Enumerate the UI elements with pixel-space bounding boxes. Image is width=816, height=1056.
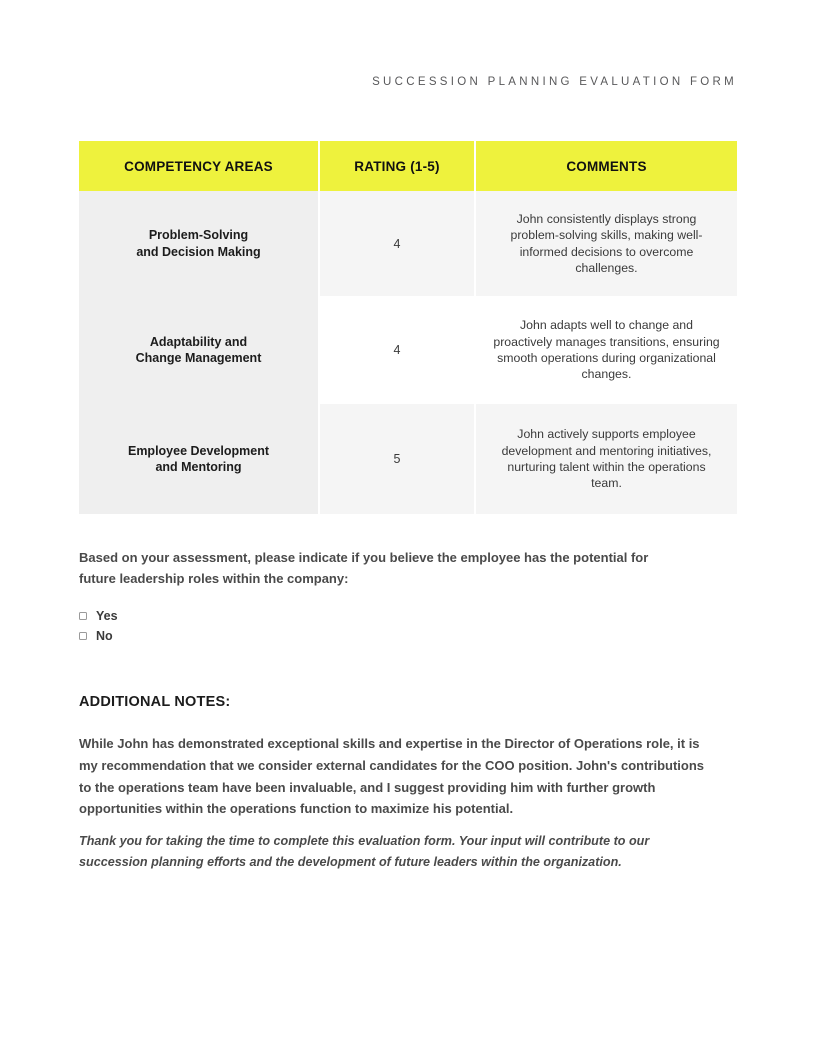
table-row: [79, 404, 737, 514]
cell-competency-area: Employee Development and Mentoring: [79, 404, 318, 514]
cell-rating: 5: [320, 404, 474, 514]
option-yes-label: Yes: [96, 609, 118, 623]
additional-notes-body: While John has demonstrated exceptional skills and expertise in the Director of Operations role, it is my recommendation that we consider external candidates for the COO position. John's contributions to the operations team have been invaluable, and I suggest providing him with further growth opportunities within the operations function to maximize his potential.: [79, 736, 705, 817]
table-row: [79, 296, 737, 404]
table-row: [79, 191, 737, 296]
additional-notes-heading: ADDITIONAL NOTES:: [79, 694, 231, 710]
table-header-row: [79, 141, 737, 191]
option-no[interactable]: [79, 626, 118, 646]
table-body: [79, 191, 737, 514]
cell-comment: John actively supports employee development and mentoring initiatives, nurturing talent within the operations team.: [476, 404, 737, 514]
cell-competency-area: Adaptability and Change Management: [79, 296, 318, 404]
column-header-comments: COMMENTS: [476, 141, 737, 191]
cell-comment: John consistently displays strong problem-solving skills, making well-informed decisions to overcome challenges.: [476, 191, 737, 296]
column-header-competency-areas: COMPETENCY AREAS: [79, 141, 318, 191]
cell-comment: John adapts well to change and proactively manages transitions, ensuring smooth operations during organizational changes.: [476, 296, 737, 404]
column-header-rating: RATING (1-5): [320, 141, 474, 191]
cell-rating: 4: [320, 296, 474, 404]
leadership-potential-options: [79, 606, 118, 646]
option-no-label: No: [96, 629, 113, 643]
document-header-title: SUCCESSION PLANNING EVALUATION FORM: [372, 76, 737, 88]
leadership-potential-prompt: Based on your assessment, please indicate if you believe the employee has the potential for future leadership roles within the company:: [79, 550, 649, 587]
additional-notes-closing: Thank you for taking the time to complete this evaluation form. Your input will contribute to our succession planning efforts and the development of future leaders within the organization.: [79, 834, 650, 870]
option-yes[interactable]: [79, 606, 118, 626]
competency-evaluation-table: [79, 141, 737, 514]
cell-rating: 4: [320, 191, 474, 296]
checkbox-icon[interactable]: [79, 632, 87, 640]
cell-competency-area: Problem-Solving and Decision Making: [79, 191, 318, 296]
checkbox-icon[interactable]: [79, 612, 87, 620]
